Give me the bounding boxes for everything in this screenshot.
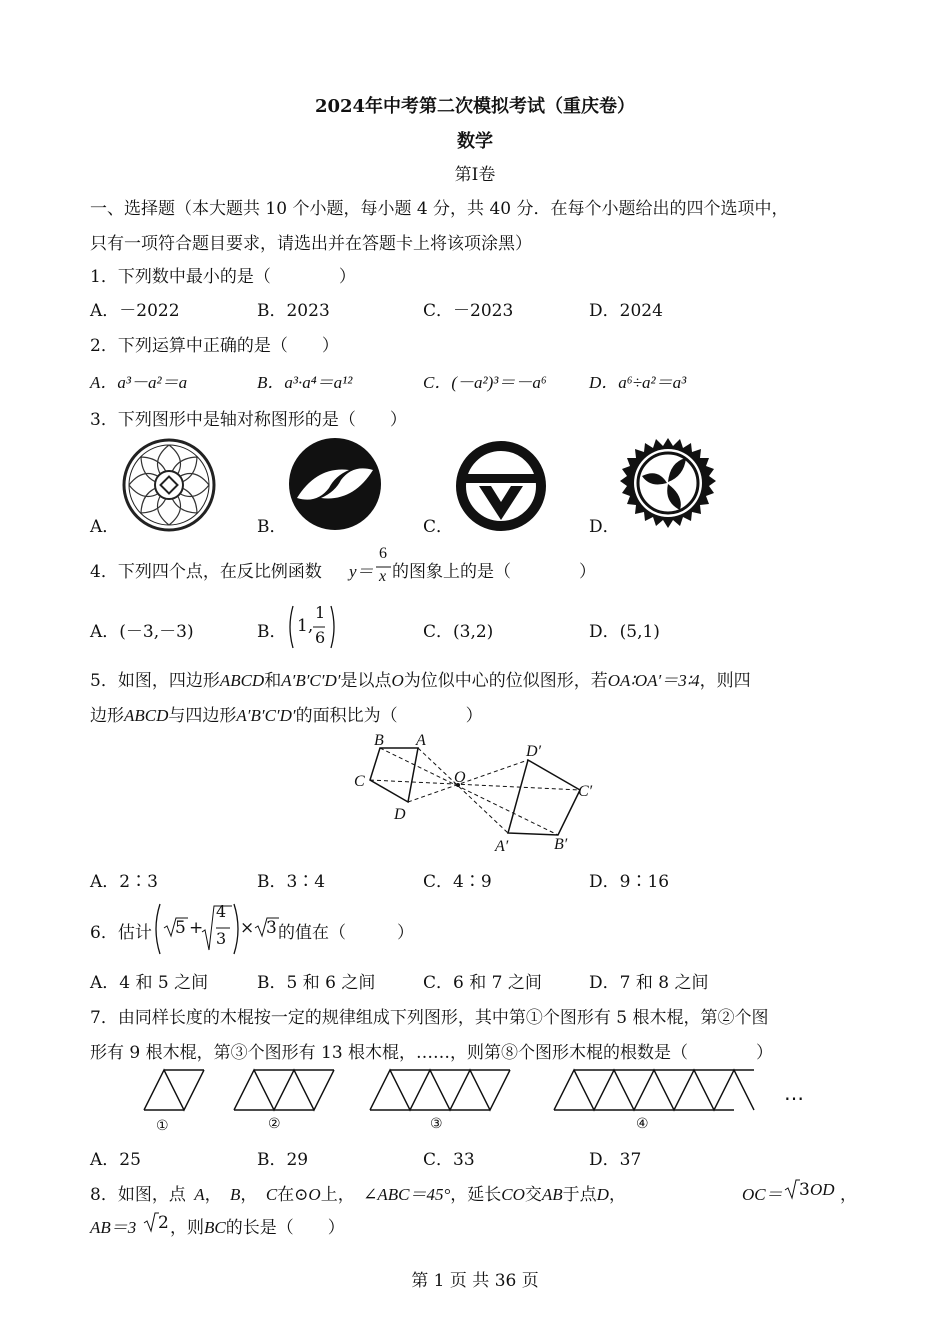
q8-text-5: 交 [524,1185,542,1205]
q7-figure-label-1: ① [156,1118,169,1134]
q6-option-b: B．5 和 6 之间 [257,973,376,993]
volume-label: 第Ⅰ卷 [454,165,496,185]
q8-line2 [170,1213,345,1238]
q4-option-b-denominator: 6 [315,628,326,647]
q5-label-b: B [374,732,384,749]
q5-homothety-figure [350,730,610,855]
q5-text-7: 与四边形 [168,706,237,726]
q3-option-c: C． [423,517,454,537]
q8-sqrt3-sign [784,1178,800,1200]
q5-text-2: 和 [264,671,282,691]
q8-text-8: 的长是（ ） [225,1218,345,1238]
q6-option-c: C．6 和 7 之间 [423,973,542,993]
q4-stem-pre: 4．下列四个点，在反比例函数 [90,562,322,582]
q6-frac-denominator: 3 [216,929,227,948]
q6-rad5: 5 [175,918,186,938]
q5-label-a: A [416,732,426,749]
q4-option-b-numerator: 1 [315,603,326,622]
q2-option-d: D．a⁶÷a²＝a³ [589,373,687,392]
q5-abcd-2: ABCD [124,706,169,725]
q2-option-a: A．a³－a²＝a [90,373,188,392]
q1-option-a: A．－2022 [90,301,180,321]
q8-text-4: ，延长 [450,1185,502,1205]
q5-text-1: 5．如图，四边形 [90,671,220,691]
q5-abcd-prime-2: A′B′C′D′ [236,706,296,725]
q6-option-a: A．4 和 5 之间 [90,973,209,993]
section-instructions-line1: 一、选择题（本大题共 10 个小题，每小题 4 分，共 40 分．在每个小题给出的四个选项中， [90,199,789,219]
q2-option-b: B．a³·a⁴＝a¹² [257,373,353,392]
page-footer: 第 1 页 共 36 页 [411,1271,539,1291]
q8-point-b: B [230,1185,241,1204]
q5-label-d: D [394,806,406,823]
q5-point-o: O [391,671,404,690]
q4-func-denominator: x [379,568,387,585]
q3-option-b: B． [257,517,287,537]
q5-label-b-prime: B′ [554,836,568,853]
q6-times: × [240,918,255,938]
q1-option-b: B．2023 [257,301,330,321]
q7-stem-line1: 7．由同样长度的木棍按一定的规律组成下列图形，其中第①个图形有 5 根木棍，第②个图 [90,1008,769,1028]
q8-point-d: D [596,1185,609,1204]
q7-option-a: A．25 [90,1150,141,1170]
q5-ratio: OA∶OA′＝3∶4 [607,671,700,690]
q5-text-5: ，则四 [699,671,751,691]
q6-stem-b: 的值在（ ） [278,923,414,943]
q8-ab: AB [541,1185,563,1204]
q2-option-c: C．(－a²)³＝－a⁶ [423,373,547,392]
q1-stem: 1．下列数中最小的是（ ） [90,267,356,287]
q5-label-o: O [454,769,466,786]
q8-sqrt2: 2 [158,1213,169,1233]
q8-co: CO [501,1185,525,1204]
q8-point-o: O [308,1185,321,1204]
q6-stem-a: 6．估计 [90,923,152,943]
q5-text-3: 是以点 [340,671,392,691]
q5-text-6: 边形 [90,706,124,726]
subject-title: 数学 [457,131,493,152]
q3-figure-d-gear [620,436,716,532]
q5-text-8: 的面积比为（ ） [295,706,483,726]
q6-rad3: 3 [266,918,277,938]
q8-comma-4: ， [840,1185,857,1205]
q5-label-a-prime: A′ [495,838,509,855]
q6-option-d: D．7 和 8 之间 [589,973,709,993]
q3-figure-b-leaf [287,436,383,532]
q8-oc-eq: OC＝ [742,1185,783,1204]
q4-func-y: y＝ [349,562,374,581]
q1-option-d: D．2024 [589,301,663,321]
q4-option-c: C．(3,2) [423,622,494,642]
q8-comma-2: ， [240,1185,258,1205]
q5-line2 [90,701,483,726]
q3-option-d: D． [589,517,620,537]
q4-option-a: A．(－3,－3) [90,622,194,642]
q7-stem-line2: 形有 9 根木棍，第③个图形有 13 根木棍，……，则第⑧个图形木棍的根数是（ ） [90,1043,774,1063]
q8-text-7: ，则 [170,1218,204,1238]
q7-stick-figures [140,1066,820,1136]
q6-plus: + [189,918,204,938]
q5-option-b: B．3∶4 [257,872,326,892]
q8-point-a: A [194,1185,205,1204]
q5-abcd-prime: A′B′C′D′ [281,671,341,690]
q7-option-d: D．37 [589,1150,642,1170]
q3-option-a: A． [90,517,120,537]
exam-title: 2024年中考第二次模拟考试（重庆卷） [314,96,636,117]
q5-text-4: 为位似中心的位似图形，若 [403,671,608,691]
q7-option-c: C．33 [423,1150,475,1170]
q1-option-c: C．－2023 [423,301,514,321]
q8-text-1: 8．如图，点 [90,1185,186,1205]
q8-angle: ∠ABC＝45° [363,1185,451,1204]
q8-comma-1: ， [204,1185,222,1205]
q8-bc: BC [204,1218,226,1237]
q4-option-b-label: B． [257,622,287,642]
q6-frac-numerator: 4 [216,902,227,921]
q8-text-3: 上， [320,1185,355,1205]
q5-option-a: A．2∶3 [90,872,158,892]
q3-figure-a-ornament [122,438,216,532]
q4-func-numerator: 6 [379,545,387,562]
q4-option-b-x: 1, [297,616,314,636]
q5-label-d-prime: D′ [526,743,542,760]
q7-figure-label-4: ④ [636,1116,649,1132]
section-instructions-line2: 只有一项符合题目要求，请选出并在答题卡上将该项涂黑） [90,234,532,254]
q7-ellipsis: … [784,1081,804,1105]
q7-option-b: B．29 [257,1150,309,1170]
q8-comma-3: ， [608,1185,626,1205]
q8-text-6: 于点 [562,1185,597,1205]
q8-od: OD [810,1180,835,1199]
q7-figure-label-2: ② [268,1116,281,1132]
q3-figure-c-v-emblem [455,440,547,532]
q8-text-2: 在⊙ [277,1185,309,1205]
q8-sqrt2-sign [143,1211,159,1233]
q5-option-d: D．9∶16 [589,872,670,892]
q8-ab-eq: AB＝3 [90,1218,137,1237]
q4-stem-post: 的图象上的是（ ） [392,562,596,582]
q5-line1-a [90,666,751,691]
q5-option-c: C．4∶9 [423,872,492,892]
q5-abcd: ABCD [219,671,265,690]
q3-stem: 3．下列图形中是轴对称图形的是（ ） [90,410,407,430]
q2-stem: 2．下列运算中正确的是（ ） [90,336,339,356]
q4-option-d: D．(5,1) [589,622,660,642]
q8-point-c: C [265,1185,278,1204]
q5-label-c-prime: C′ [578,783,593,800]
q5-label-c: C [354,773,365,790]
q8-sqrt3: 3 [799,1180,810,1200]
q8-line1 [90,1180,626,1205]
q7-figure-label-3: ③ [430,1116,443,1132]
